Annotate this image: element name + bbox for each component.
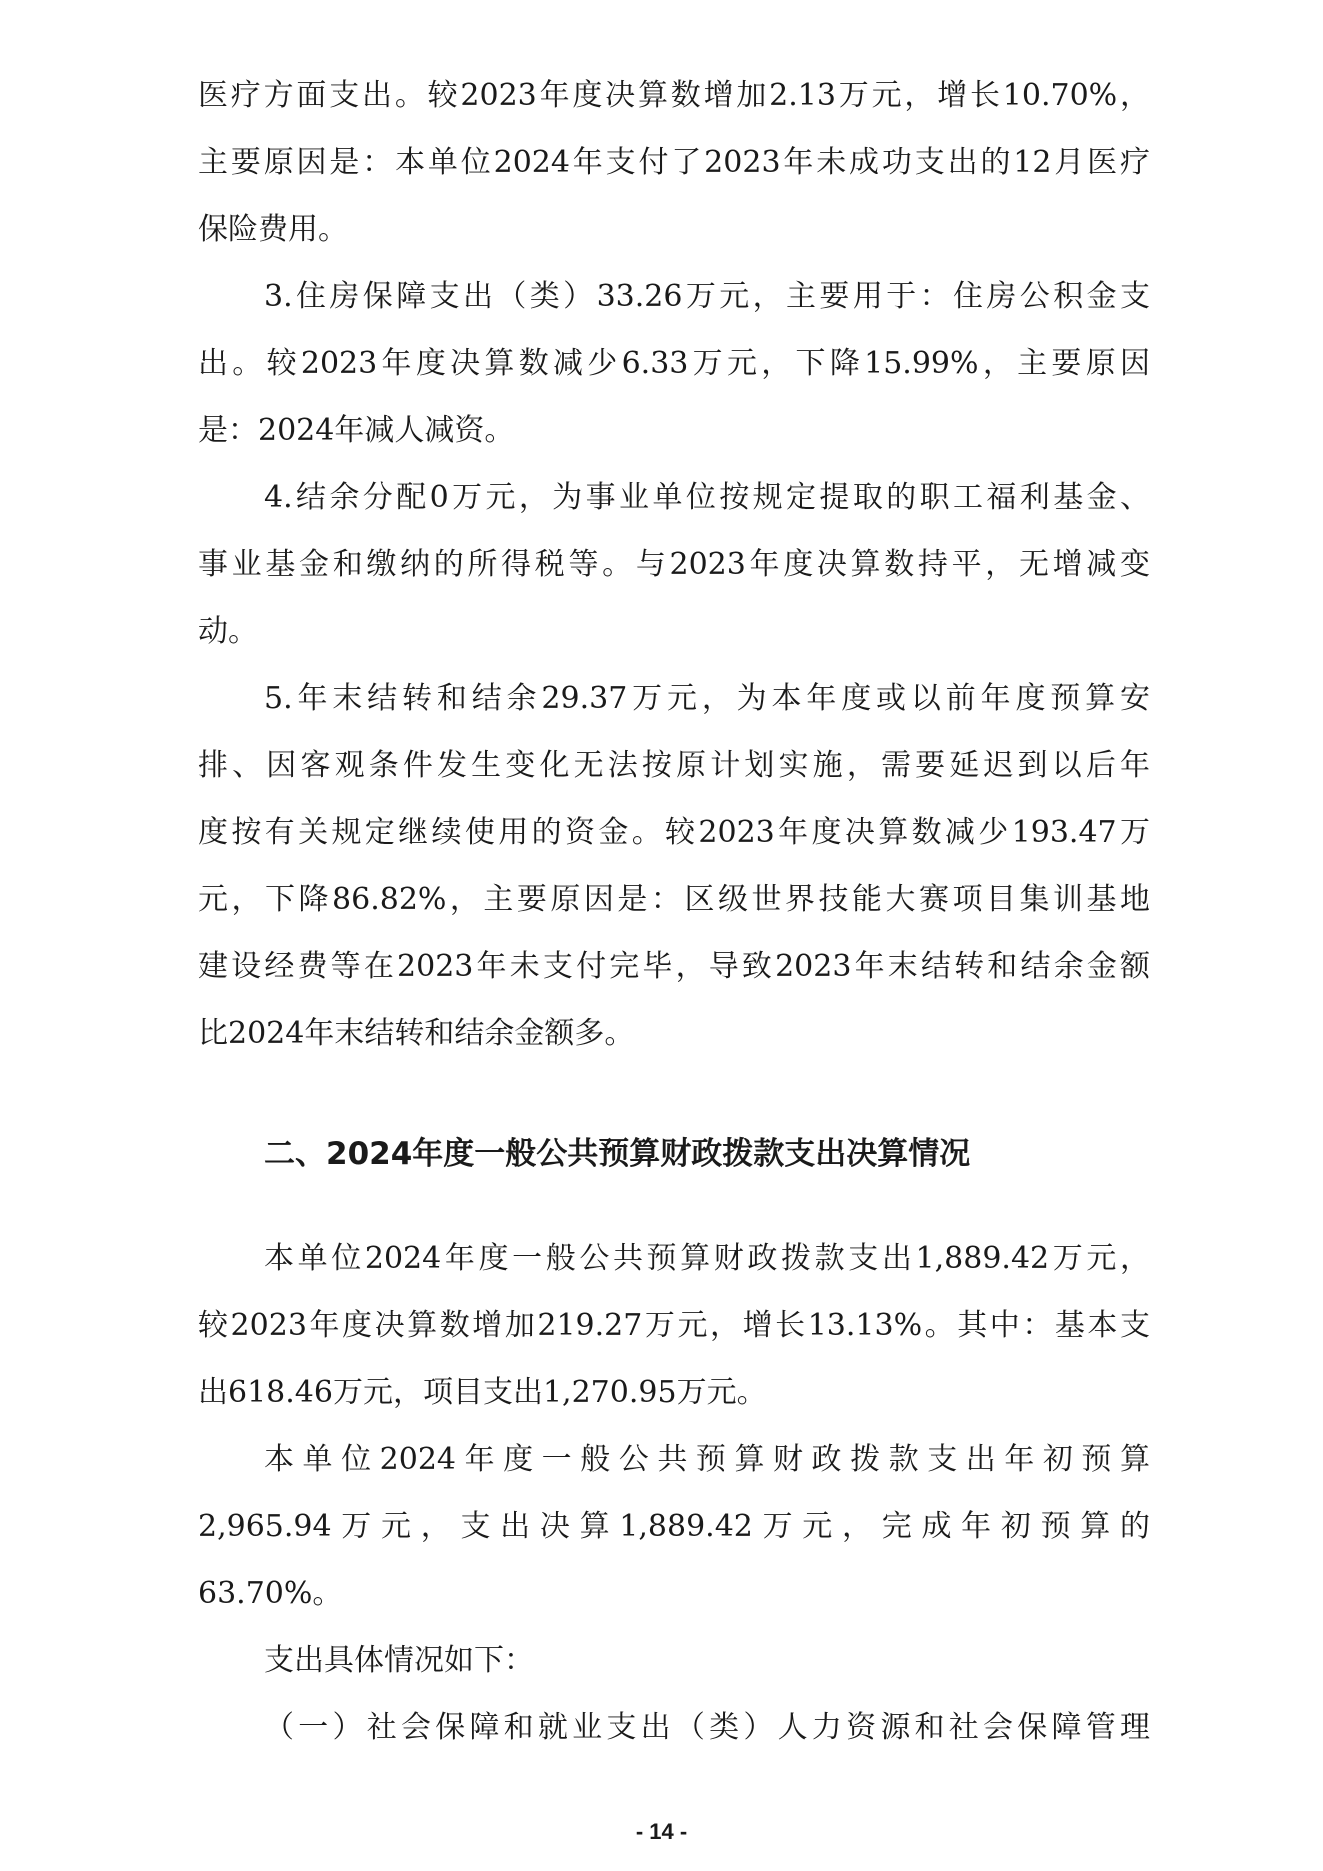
body-text-line: 元，下降86.82%，主要原因是：区级世界技能大赛项目集训基地	[198, 882, 1150, 917]
body-text-line: 事业基金和缴纳的所得税等。与2023年度决算数持平，无增减变	[198, 547, 1150, 582]
body-text-line: 保险费用。	[198, 212, 348, 247]
body-text-line: 5.年末结转和结余29.37万元，为本年度或以前年度预算安	[264, 681, 1150, 716]
body-text-line: 出。较2023年度决算数减少6.33万元，下降15.99%，主要原因	[198, 346, 1150, 381]
body-text-line: 建设经费等在2023年未支付完毕，导致2023年末结转和结余金额	[198, 949, 1150, 984]
body-text-line: 度按有关规定继续使用的资金。较2023年度决算数减少193.47万	[198, 815, 1150, 850]
body-text-line: 63.70%。	[198, 1576, 343, 1611]
body-text-line: 本单位2024年度一般公共预算财政拨款支出1,889.42万元，	[264, 1241, 1150, 1276]
body-text-line: 本单位2024年度一般公共预算财政拨款支出年初预算	[264, 1442, 1150, 1477]
body-text-line: 医疗方面支出。较2023年度决算数增加2.13万元，增长10.70%，	[198, 78, 1150, 113]
body-text-line: 2,965.94万元，支出决算1,889.42万元，完成年初预算的	[198, 1509, 1150, 1544]
page-number: - 14 -	[635, 1819, 688, 1844]
body-text-line: 动。	[198, 614, 258, 649]
body-text-line: 支出具体情况如下：	[264, 1643, 534, 1678]
body-text-line: 出618.46万元，项目支出1,270.95万元。	[198, 1375, 767, 1410]
body-text-line: 3.住房保障支出（类）33.26万元，主要用于：住房公积金支	[264, 279, 1150, 314]
body-text-line: 比2024年末结转和结余金额多。	[198, 1016, 635, 1051]
body-text-line: 较2023年度决算数增加219.27万元，增长13.13%。其中：基本支	[198, 1308, 1150, 1343]
body-text-line: 排、因客观条件发生变化无法按原计划实施，需要延迟到以后年	[198, 748, 1150, 783]
body-text-line: 是：2024年减人减资。	[198, 413, 515, 448]
body-text-line: （一）社会保障和就业支出（类）人力资源和社会保障管理	[264, 1710, 1150, 1745]
section-heading: 二、2024年度一般公共预算财政拨款支出决算情况	[264, 1136, 971, 1172]
body-text-line: 主要原因是：本单位2024年支付了2023年未成功支出的12月医疗	[198, 145, 1150, 180]
body-text-line: 4.结余分配0万元，为事业单位按规定提取的职工福利基金、	[264, 480, 1150, 515]
